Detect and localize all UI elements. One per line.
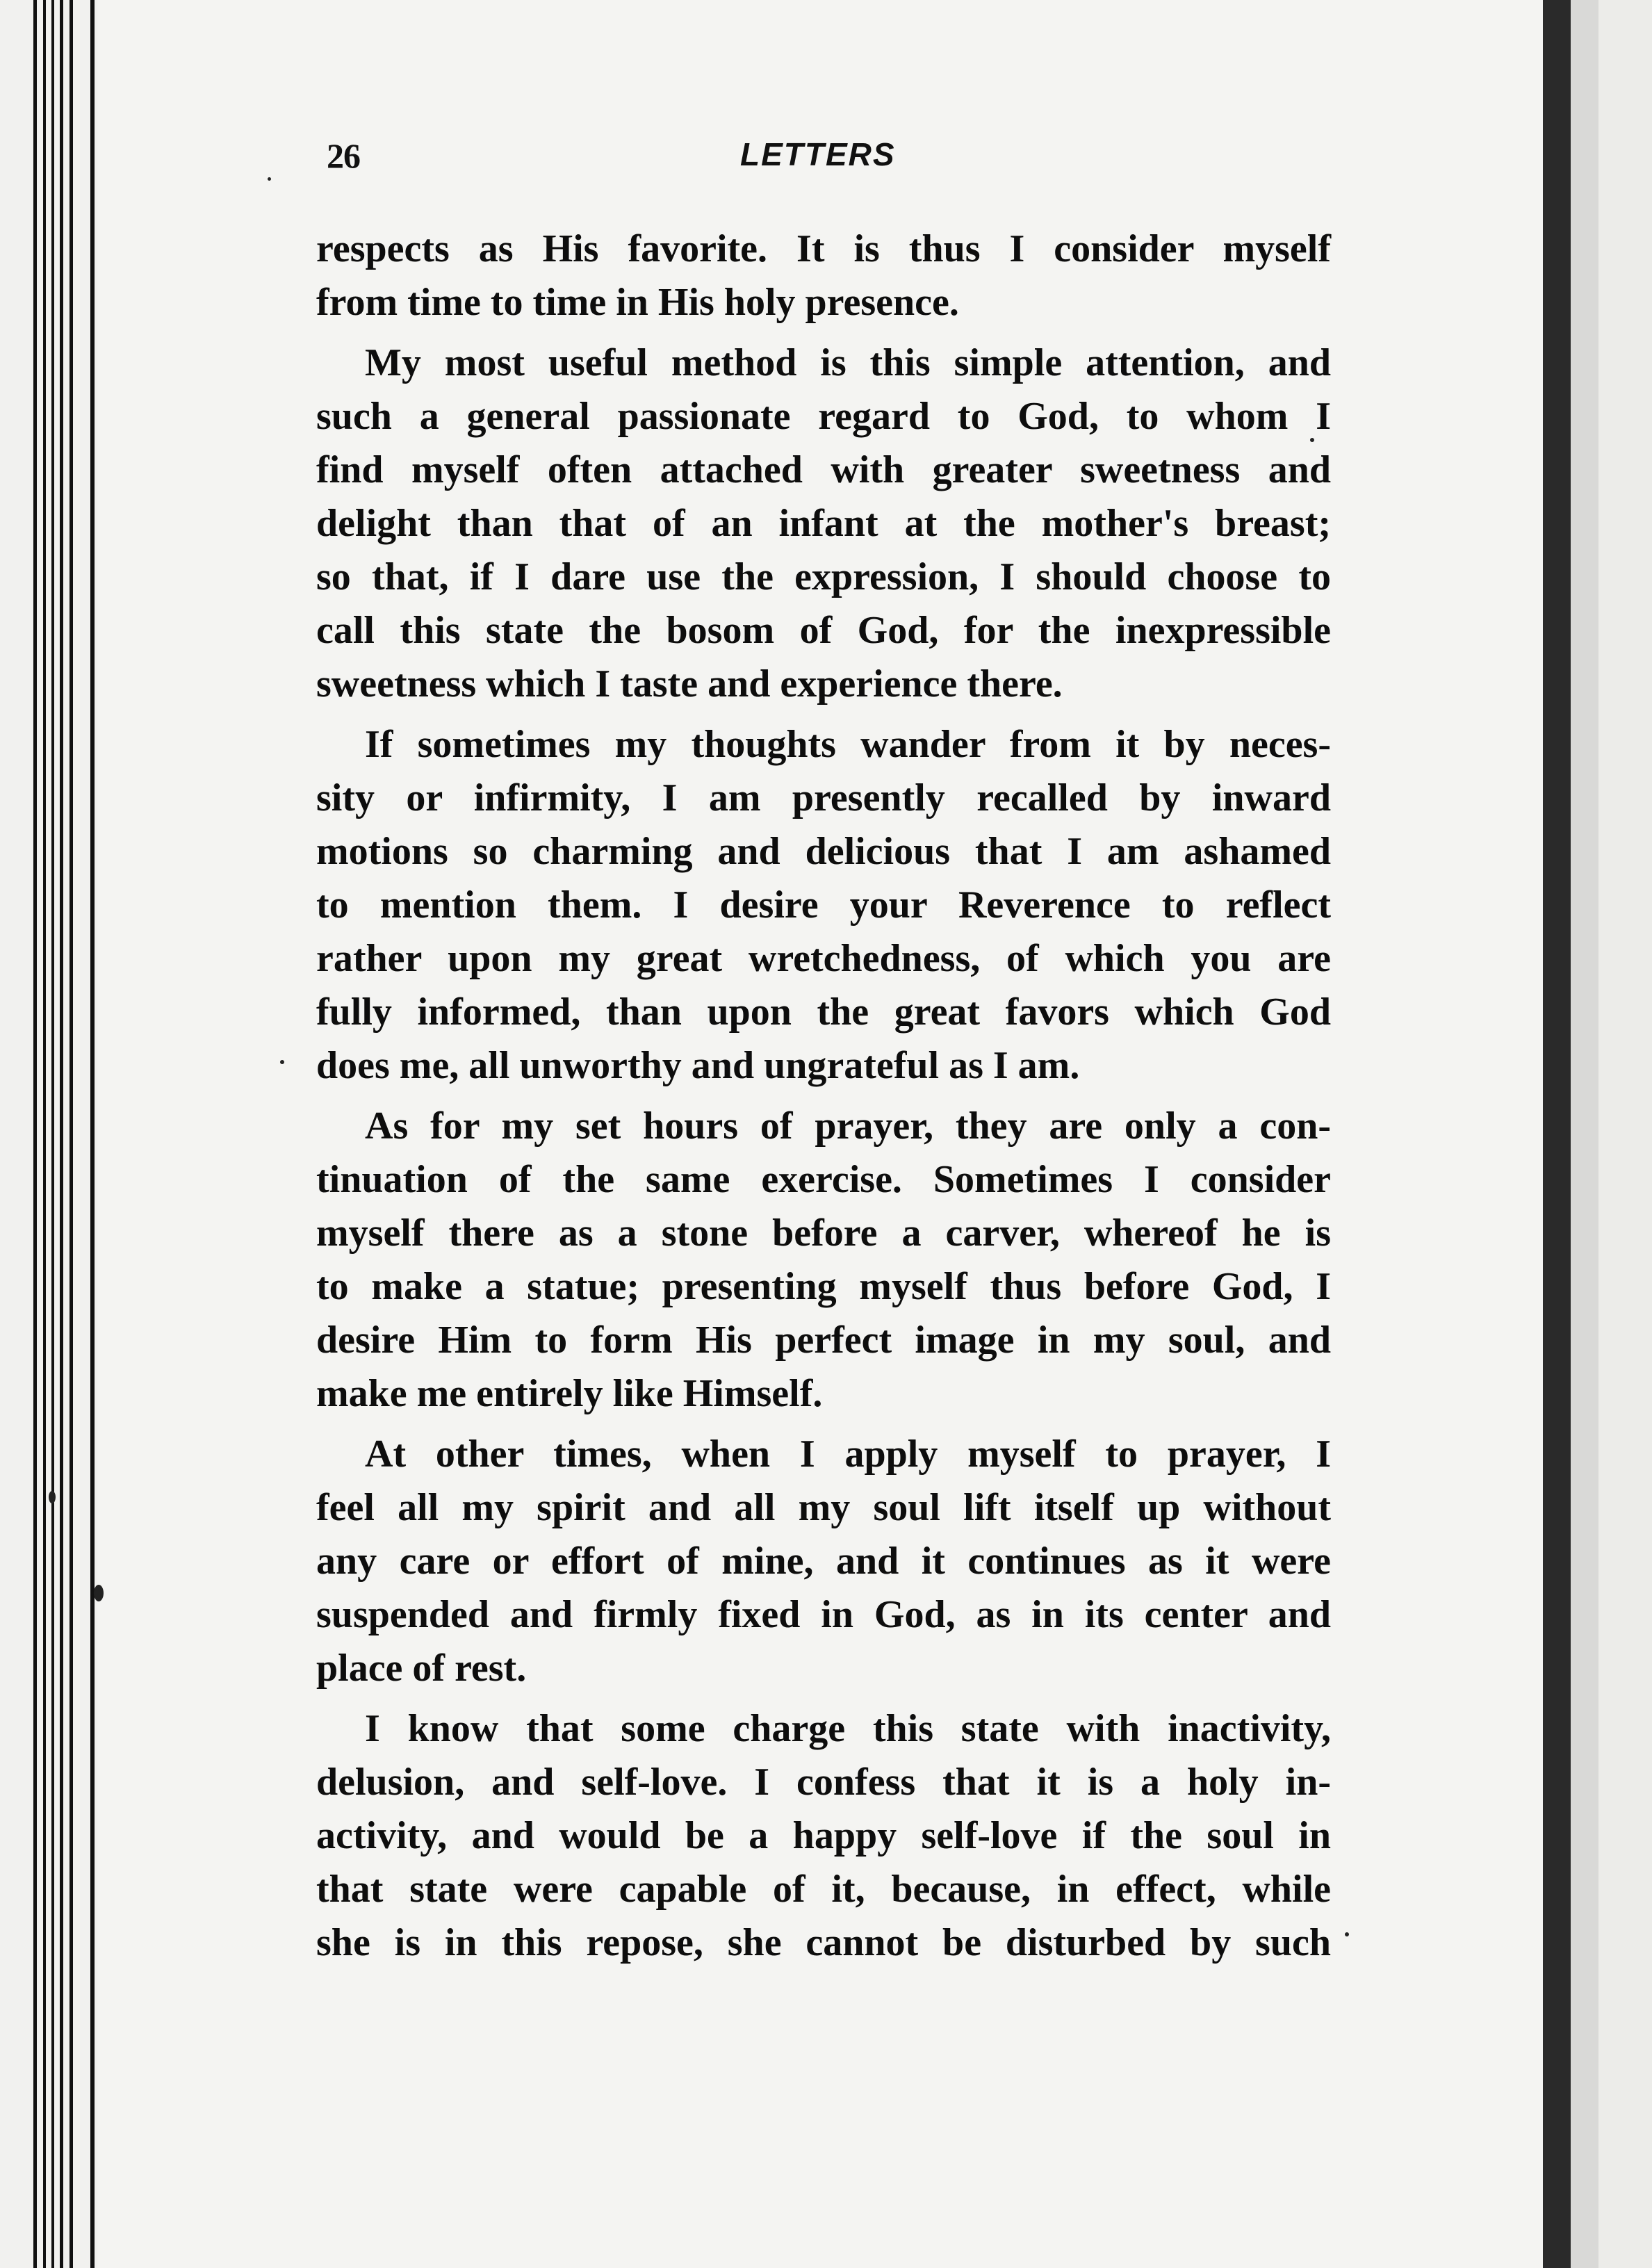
text-line: call this state the bosom of God, for the inexpressible [316,609,1331,652]
paragraph [316,1702,1331,1970]
text-line: activity, and would be a happy self-love if the soul in [316,1814,1331,1857]
ink-mark [49,1491,56,1503]
edge-line [43,0,46,2268]
text-line: delight than that of an infant at the mother's breast; [316,502,1331,545]
text-line: rather upon my great wretchedness, of which you are [316,937,1331,980]
text-line: My most useful method is this simple attention, and [365,341,1331,384]
text-line: that state were capable of it, because, in effect, while [316,1868,1331,1911]
text-line: from time to time in His holy presence. [316,281,959,324]
text-line: she is in this repose, she cannot be disturbed by such [316,1921,1331,1964]
text-line: such a general passionate regard to God, to whom I [316,395,1331,438]
text-line: sity or infirmity, I am presently recalled by inward [316,776,1331,819]
text-line: to mention them. I desire your Reverence to reflect [316,883,1331,927]
text-line: so that, if I dare use the expression, I should choose to [316,555,1331,598]
text-line: At other times, when I apply myself to prayer, I [365,1433,1331,1476]
text-line: If sometimes my thoughts wander from it by neces- [365,723,1331,766]
text-line: delusion, and self-love. I confess that it is a holy in- [316,1761,1331,1804]
paragraph [316,222,1331,329]
right-margin [1598,0,1652,2268]
text-line: I know that some charge this state with inactivity, [365,1707,1331,1750]
edge-line [69,0,73,2268]
text-line: motions so charming and delicious that I am ashamed [316,830,1331,873]
text-line: suspended and firmly fixed in God, as in its center and [316,1593,1331,1636]
text-line: sweetness which I taste and experience there. [316,662,1063,705]
paragraph [316,718,1331,1093]
text-line: respects as His favorite. It is thus I consider myself [316,227,1331,270]
text-line: make me entirely like Himself. [316,1372,823,1415]
running-head: LETTERS [740,136,896,172]
spine-shadow [1571,0,1598,2268]
page-number: 26 [327,136,360,175]
edge-line [60,0,63,2268]
book-spine [1543,0,1571,2268]
text-line: As for my set hours of prayer, they are only a con- [365,1104,1331,1148]
text-line: to make a statue; presenting myself thus before God, I [316,1265,1331,1308]
body-text [316,222,1331,1970]
text-line: fully informed, than upon the great favors which God [316,990,1331,1034]
paragraph [316,336,1331,711]
text-line: find myself often attached with greater sweetness and [316,448,1331,491]
edge-line [90,0,95,2268]
paragraph [316,1100,1331,1421]
text-line: myself there as a stone before a carver, whereof he is [316,1211,1331,1255]
edge-line [33,0,37,2268]
speck [1345,1932,1349,1936]
text-line: tinuation of the same exercise. Sometimes I consider [316,1158,1331,1201]
paragraph [316,1428,1331,1695]
edge-line [51,0,54,2268]
text-line: place of rest. [316,1647,527,1690]
text-line: any care or effort of mine, and it continues as it were [316,1540,1331,1583]
text-line: feel all my spirit and all my soul lift itself up without [316,1486,1331,1529]
text-line: desire Him to form His perfect image in my soul, and [316,1319,1331,1362]
ink-mark [94,1585,104,1601]
page-edges [0,0,97,2268]
page-header [208,136,1320,191]
text-line: does me, all unworthy and ungrateful as I am. [316,1044,1080,1087]
speck [280,1060,284,1064]
